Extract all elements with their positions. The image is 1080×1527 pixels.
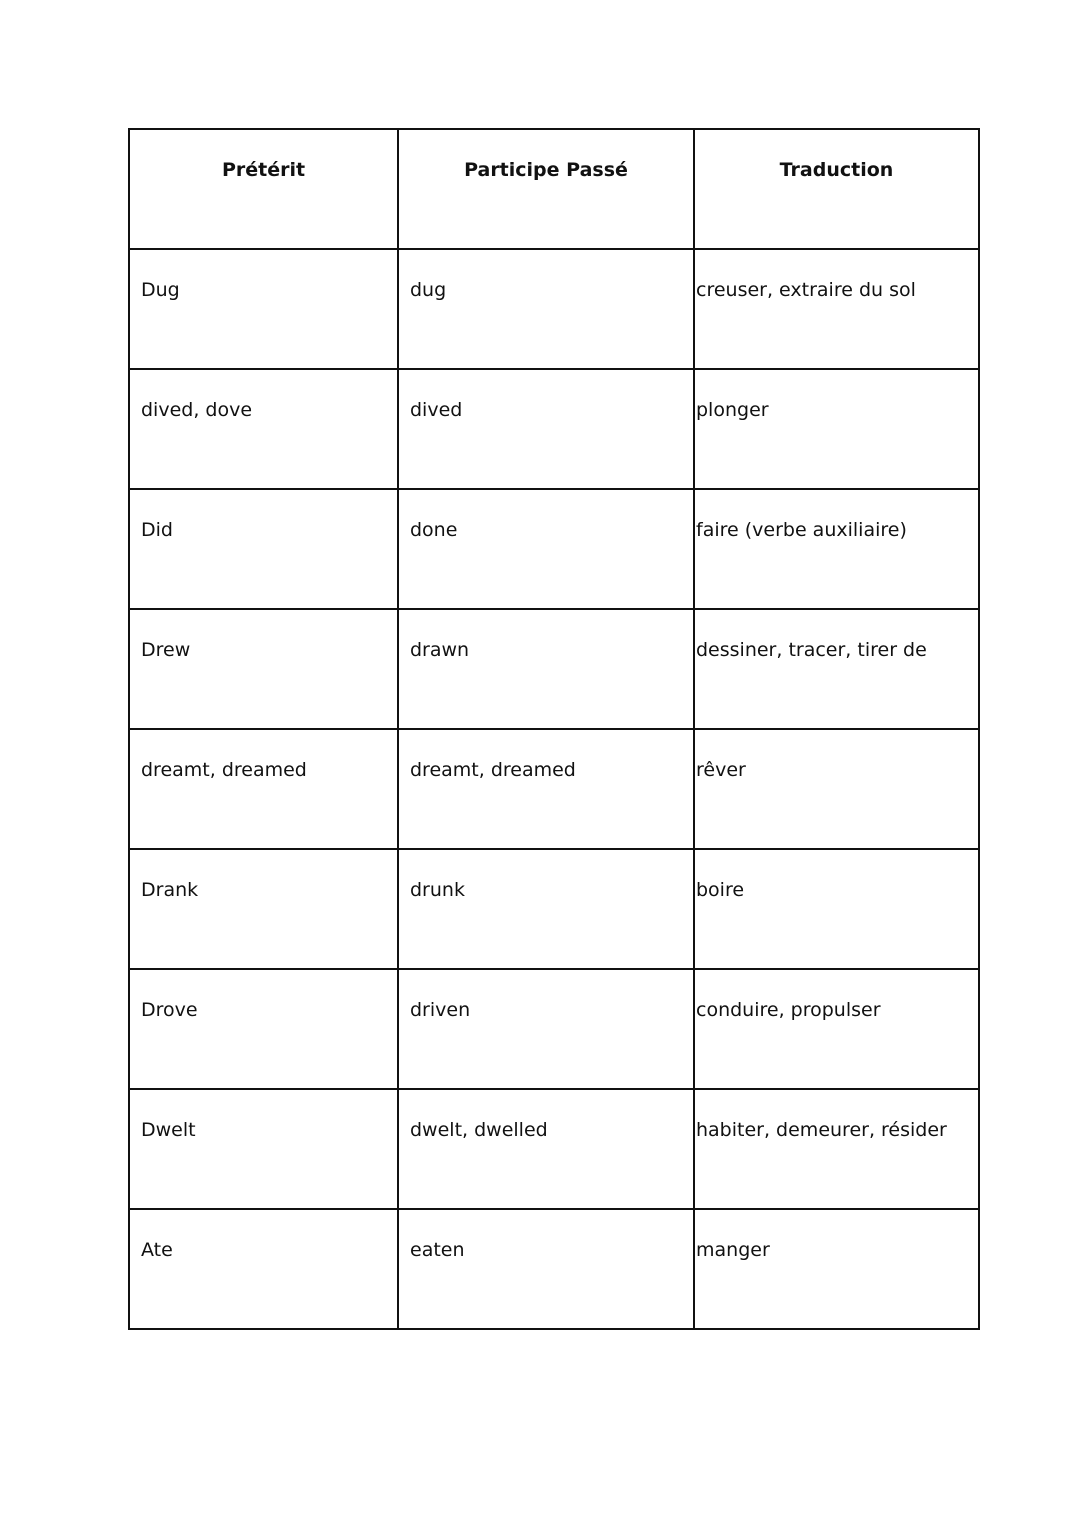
cell-traduction: creuser, extraire du sol: [694, 249, 979, 369]
header-traduction: Traduction: [694, 129, 979, 249]
table-row: [129, 489, 979, 609]
cell-preterit: dived, dove: [129, 369, 398, 489]
cell-traduction: rêver: [694, 729, 979, 849]
cell-preterit: Did: [129, 489, 398, 609]
table-row: [129, 849, 979, 969]
cell-preterit: Drank: [129, 849, 398, 969]
table-body: [129, 249, 979, 1329]
cell-traduction: boire: [694, 849, 979, 969]
cell-participe-passe: dreamt, dreamed: [398, 729, 694, 849]
cell-participe-passe: dwelt, dwelled: [398, 1089, 694, 1209]
cell-traduction: habiter, demeurer, résider: [694, 1089, 979, 1209]
table-row: [129, 729, 979, 849]
table-row: [129, 249, 979, 369]
cell-traduction: faire (verbe auxiliaire): [694, 489, 979, 609]
cell-participe-passe: done: [398, 489, 694, 609]
cell-participe-passe: dug: [398, 249, 694, 369]
cell-preterit: dreamt, dreamed: [129, 729, 398, 849]
table-row: [129, 609, 979, 729]
cell-participe-passe: drunk: [398, 849, 694, 969]
table-row: [129, 969, 979, 1089]
table-row: [129, 369, 979, 489]
cell-participe-passe: dived: [398, 369, 694, 489]
table-row: [129, 1209, 979, 1329]
cell-preterit: Ate: [129, 1209, 398, 1329]
cell-preterit: Dwelt: [129, 1089, 398, 1209]
cell-participe-passe: driven: [398, 969, 694, 1089]
cell-traduction: conduire, propulser: [694, 969, 979, 1089]
cell-participe-passe: drawn: [398, 609, 694, 729]
header-row: [129, 129, 979, 249]
cell-traduction: dessiner, tracer, tirer de: [694, 609, 979, 729]
cell-preterit: Drew: [129, 609, 398, 729]
table-header: [129, 129, 979, 249]
cell-preterit: Dug: [129, 249, 398, 369]
cell-traduction: plonger: [694, 369, 979, 489]
header-preterit: Prétérit: [129, 129, 398, 249]
header-participe-passe: Participe Passé: [398, 129, 694, 249]
table-row: [129, 1089, 979, 1209]
cell-traduction: manger: [694, 1209, 979, 1329]
cell-preterit: Drove: [129, 969, 398, 1089]
cell-participe-passe: eaten: [398, 1209, 694, 1329]
irregular-verbs-table: [128, 128, 980, 1330]
